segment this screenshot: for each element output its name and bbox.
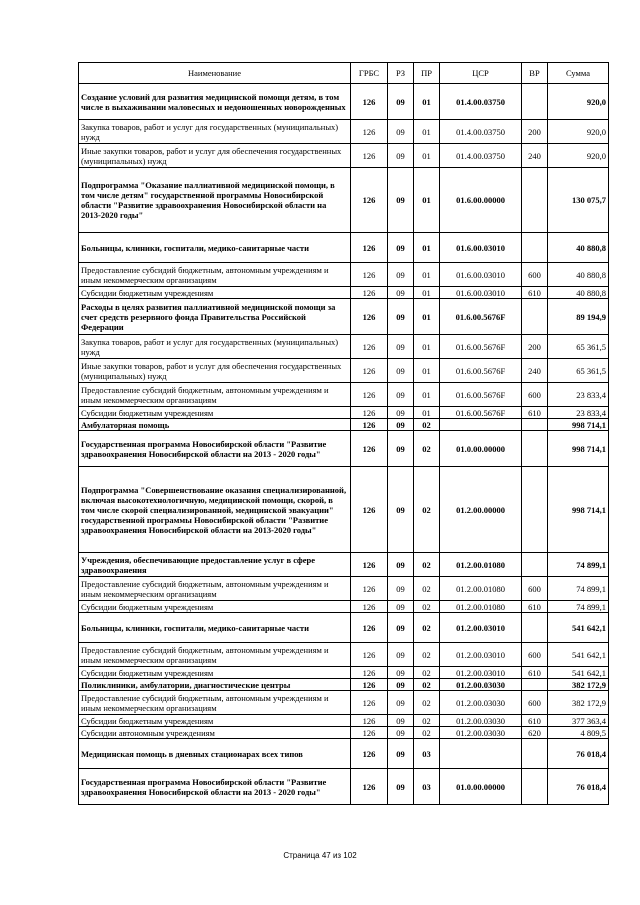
row-pr: 03	[414, 739, 440, 769]
row-name: Медицинская помощь в дневных стационарах всех типов	[79, 739, 351, 769]
row-pr: 01	[414, 383, 440, 407]
row-rz: 09	[388, 359, 414, 383]
row-sum: 382 172,9	[548, 691, 609, 715]
row-sum: 130 075,7	[548, 168, 609, 233]
row-vr: 610	[522, 601, 548, 613]
header-sum: Сумма	[548, 63, 609, 84]
header-vr: ВР	[522, 63, 548, 84]
row-csr: 01.6.00.00000	[440, 168, 522, 233]
row-name: Субсидии бюджетным учреждениям	[79, 287, 351, 299]
row-vr	[522, 679, 548, 691]
row-grbs: 126	[351, 613, 388, 643]
row-sum: 4 809,5	[548, 727, 609, 739]
row-grbs: 126	[351, 577, 388, 601]
table-row	[79, 727, 609, 739]
row-pr: 02	[414, 431, 440, 467]
table-row	[79, 613, 609, 643]
row-csr: 01.4.00.03750	[440, 84, 522, 120]
row-sum: 65 361,5	[548, 335, 609, 359]
row-csr	[440, 419, 522, 431]
row-grbs: 126	[351, 335, 388, 359]
row-vr: 610	[522, 715, 548, 727]
row-rz: 09	[388, 120, 414, 144]
table-row	[79, 601, 609, 613]
page-number: Страница 47 из 102	[283, 851, 357, 860]
table-row	[79, 667, 609, 679]
row-csr: 01.2.00.03010	[440, 643, 522, 667]
row-pr: 03	[414, 769, 440, 805]
row-grbs: 126	[351, 769, 388, 805]
row-csr: 01.2.00.01080	[440, 601, 522, 613]
row-sum: 40 880,8	[548, 233, 609, 263]
row-sum: 76 018,4	[548, 769, 609, 805]
row-name: Субсидии бюджетным учреждениям	[79, 601, 351, 613]
table-row	[79, 467, 609, 553]
row-vr: 200	[522, 120, 548, 144]
row-rz: 09	[388, 715, 414, 727]
row-sum: 65 361,5	[548, 359, 609, 383]
row-sum: 541 642,1	[548, 643, 609, 667]
row-pr: 01	[414, 407, 440, 419]
row-sum: 541 642,1	[548, 667, 609, 679]
row-csr: 01.6.00.5676F	[440, 407, 522, 419]
row-vr: 200	[522, 335, 548, 359]
row-csr: 01.2.00.03010	[440, 667, 522, 679]
row-vr: 600	[522, 263, 548, 287]
row-grbs: 126	[351, 643, 388, 667]
row-rz: 09	[388, 431, 414, 467]
row-csr: 01.6.00.5676F	[440, 359, 522, 383]
row-grbs: 126	[351, 601, 388, 613]
row-name: Предоставление субсидий бюджетным, автономным учреждениям и иным некоммерческим организациям	[79, 383, 351, 407]
row-pr: 02	[414, 715, 440, 727]
row-rz: 09	[388, 667, 414, 679]
row-grbs: 126	[351, 715, 388, 727]
table-row	[79, 577, 609, 601]
row-grbs: 126	[351, 263, 388, 287]
header-pr: ПР	[414, 63, 440, 84]
row-rz: 09	[388, 727, 414, 739]
row-pr: 01	[414, 233, 440, 263]
row-rz: 09	[388, 144, 414, 168]
row-rz: 09	[388, 263, 414, 287]
row-pr: 02	[414, 419, 440, 431]
table-row	[79, 233, 609, 263]
row-pr: 02	[414, 577, 440, 601]
row-pr: 02	[414, 467, 440, 553]
table-row	[79, 739, 609, 769]
row-sum: 998 714,1	[548, 419, 609, 431]
row-rz: 09	[388, 84, 414, 120]
table-row	[79, 431, 609, 467]
row-rz: 09	[388, 467, 414, 553]
row-name: Амбулаторная помощь	[79, 419, 351, 431]
row-vr: 610	[522, 287, 548, 299]
row-grbs: 126	[351, 168, 388, 233]
table-row	[79, 359, 609, 383]
row-pr: 02	[414, 727, 440, 739]
row-rz: 09	[388, 335, 414, 359]
row-vr: 600	[522, 383, 548, 407]
row-sum: 998 714,1	[548, 467, 609, 553]
row-grbs: 126	[351, 383, 388, 407]
row-csr: 01.2.00.03010	[440, 613, 522, 643]
table-row	[79, 553, 609, 577]
row-csr: 01.2.00.03030	[440, 715, 522, 727]
row-rz: 09	[388, 168, 414, 233]
row-grbs: 126	[351, 233, 388, 263]
row-name: Подпрограмма "Совершенствование оказания специализированной, включая высокотехнологичную, медицинской помощи, скорой, в том числе скорой специализированной, медицинской эвакуации" государственной программы Новосибирской области "Развитие здравоохранения Новосибирской области на 2013-2020 годы"	[79, 467, 351, 553]
row-vr	[522, 467, 548, 553]
row-csr: 01.2.00.03030	[440, 727, 522, 739]
table-row	[79, 263, 609, 287]
row-name: Подпрограмма "Оказание паллиативной медицинской помощи, в том числе детям" государственной программы Новосибирской области "Развитие здравоохранения Новосибирской области на 2013-2020 годы"	[79, 168, 351, 233]
row-grbs: 126	[351, 144, 388, 168]
row-sum: 377 363,4	[548, 715, 609, 727]
row-name: Предоставление субсидий бюджетным, автономным учреждениям и иным некоммерческим организациям	[79, 577, 351, 601]
row-vr	[522, 431, 548, 467]
row-csr: 01.6.00.5676F	[440, 335, 522, 359]
header-grbs: ГРБС	[351, 63, 388, 84]
row-grbs: 126	[351, 691, 388, 715]
row-pr: 02	[414, 601, 440, 613]
row-sum: 74 899,1	[548, 601, 609, 613]
row-grbs: 126	[351, 359, 388, 383]
row-name: Субсидии бюджетным учреждениям	[79, 667, 351, 679]
header-name: Наименование	[79, 63, 351, 84]
row-rz: 09	[388, 233, 414, 263]
row-name: Закупка товаров, работ и услуг для государственных (муниципальных) нужд	[79, 120, 351, 144]
row-csr: 01.2.00.01080	[440, 553, 522, 577]
row-name: Иные закупки товаров, работ и услуг для обеспечения государственных (муниципальных) нужд	[79, 144, 351, 168]
budget-table	[78, 62, 609, 805]
row-name: Закупка товаров, работ и услуг для государственных (муниципальных) нужд	[79, 335, 351, 359]
row-pr: 01	[414, 168, 440, 233]
row-pr: 01	[414, 263, 440, 287]
header-csr: ЦСР	[440, 63, 522, 84]
row-grbs: 126	[351, 467, 388, 553]
row-name: Государственная программа Новосибирской области "Развитие здравоохранения Новосибирской области на 2013 - 2020 годы"	[79, 431, 351, 467]
row-vr	[522, 553, 548, 577]
table-row	[79, 769, 609, 805]
row-sum: 23 833,4	[548, 383, 609, 407]
row-name: Субсидии автономным учреждениям	[79, 727, 351, 739]
table-row	[79, 691, 609, 715]
table-row	[79, 144, 609, 168]
row-pr: 02	[414, 679, 440, 691]
row-csr: 01.2.00.03030	[440, 679, 522, 691]
row-name: Субсидии бюджетным учреждениям	[79, 715, 351, 727]
table-row	[79, 643, 609, 667]
row-name: Больницы, клиники, госпитали, медико-санитарные части	[79, 233, 351, 263]
row-grbs: 126	[351, 739, 388, 769]
row-pr: 02	[414, 613, 440, 643]
row-rz: 09	[388, 679, 414, 691]
row-sum: 89 194,9	[548, 299, 609, 335]
table-row	[79, 419, 609, 431]
row-grbs: 126	[351, 299, 388, 335]
row-rz: 09	[388, 577, 414, 601]
table-row	[79, 679, 609, 691]
row-rz: 09	[388, 739, 414, 769]
row-vr: 600	[522, 577, 548, 601]
row-csr: 01.2.00.01080	[440, 577, 522, 601]
row-csr: 01.6.00.03010	[440, 263, 522, 287]
row-name: Предоставление субсидий бюджетным, автономным учреждениям и иным некоммерческим организациям	[79, 263, 351, 287]
row-csr: 01.2.00.03030	[440, 691, 522, 715]
table-row	[79, 84, 609, 120]
row-grbs: 126	[351, 419, 388, 431]
row-sum: 920,0	[548, 144, 609, 168]
table-row	[79, 168, 609, 233]
row-name: Субсидии бюджетным учреждениям	[79, 407, 351, 419]
row-grbs: 126	[351, 407, 388, 419]
row-vr: 620	[522, 727, 548, 739]
row-vr: 610	[522, 407, 548, 419]
table-row	[79, 715, 609, 727]
row-vr: 600	[522, 691, 548, 715]
row-pr: 01	[414, 287, 440, 299]
row-grbs: 126	[351, 287, 388, 299]
row-vr	[522, 299, 548, 335]
row-name: Создание условий для развития медицинской помощи детям, в том числе в выхаживании маловесных и недоношенных новорожденных	[79, 84, 351, 120]
row-vr	[522, 84, 548, 120]
row-grbs: 126	[351, 679, 388, 691]
row-rz: 09	[388, 407, 414, 419]
table-row	[79, 335, 609, 359]
row-vr	[522, 168, 548, 233]
row-sum: 23 833,4	[548, 407, 609, 419]
row-csr: 01.6.00.5676F	[440, 299, 522, 335]
row-pr: 01	[414, 359, 440, 383]
row-vr: 240	[522, 359, 548, 383]
row-vr	[522, 419, 548, 431]
table-header-row	[79, 63, 609, 84]
row-sum: 74 899,1	[548, 553, 609, 577]
row-grbs: 126	[351, 431, 388, 467]
row-vr	[522, 613, 548, 643]
row-grbs: 126	[351, 84, 388, 120]
row-csr: 01.6.00.03010	[440, 233, 522, 263]
header-rz: РЗ	[388, 63, 414, 84]
row-rz: 09	[388, 613, 414, 643]
row-name: Государственная программа Новосибирской области "Развитие здравоохранения Новосибирской области на 2013 - 2020 годы"	[79, 769, 351, 805]
row-pr: 01	[414, 335, 440, 359]
row-grbs: 126	[351, 727, 388, 739]
row-grbs: 126	[351, 667, 388, 679]
table-row	[79, 407, 609, 419]
row-vr: 240	[522, 144, 548, 168]
row-sum: 541 642,1	[548, 613, 609, 643]
row-sum: 920,0	[548, 84, 609, 120]
row-sum: 76 018,4	[548, 739, 609, 769]
row-rz: 09	[388, 643, 414, 667]
row-sum: 40 880,8	[548, 263, 609, 287]
row-csr: 01.0.00.00000	[440, 769, 522, 805]
row-rz: 09	[388, 287, 414, 299]
row-pr: 02	[414, 667, 440, 679]
row-vr	[522, 769, 548, 805]
row-pr: 02	[414, 691, 440, 715]
row-pr: 01	[414, 299, 440, 335]
row-sum: 920,0	[548, 120, 609, 144]
row-name: Предоставление субсидий бюджетным, автономным учреждениям и иным некоммерческим организациям	[79, 643, 351, 667]
row-rz: 09	[388, 601, 414, 613]
row-rz: 09	[388, 419, 414, 431]
row-name: Больницы, клиники, госпитали, медико-санитарные части	[79, 613, 351, 643]
row-vr: 610	[522, 667, 548, 679]
row-vr: 600	[522, 643, 548, 667]
table-row	[79, 120, 609, 144]
row-vr	[522, 739, 548, 769]
row-csr: 01.6.00.5676F	[440, 383, 522, 407]
row-pr: 01	[414, 120, 440, 144]
row-sum: 998 714,1	[548, 431, 609, 467]
row-rz: 09	[388, 553, 414, 577]
row-name: Предоставление субсидий бюджетным, автономным учреждениям и иным некоммерческим организациям	[79, 691, 351, 715]
row-rz: 09	[388, 299, 414, 335]
row-pr: 02	[414, 553, 440, 577]
row-sum: 382 172,9	[548, 679, 609, 691]
row-csr: 01.4.00.03750	[440, 120, 522, 144]
row-name: Учреждения, обеспечивающие предоставление услуг в сфере здравоохранения	[79, 553, 351, 577]
table-row	[79, 299, 609, 335]
row-name: Иные закупки товаров, работ и услуг для обеспечения государственных (муниципальных) нужд	[79, 359, 351, 383]
row-pr: 01	[414, 144, 440, 168]
row-sum: 40 880,8	[548, 287, 609, 299]
row-rz: 09	[388, 769, 414, 805]
row-csr: 01.4.00.03750	[440, 144, 522, 168]
row-csr	[440, 739, 522, 769]
row-sum: 74 899,1	[548, 577, 609, 601]
row-pr: 01	[414, 84, 440, 120]
row-pr: 02	[414, 643, 440, 667]
row-csr: 01.2.00.00000	[440, 467, 522, 553]
row-csr: 01.6.00.03010	[440, 287, 522, 299]
row-csr: 01.0.00.00000	[440, 431, 522, 467]
row-grbs: 126	[351, 120, 388, 144]
table-row	[79, 287, 609, 299]
row-name: Поликлиники, амбулатории, диагностические центры	[79, 679, 351, 691]
row-rz: 09	[388, 383, 414, 407]
table-row	[79, 383, 609, 407]
row-grbs: 126	[351, 553, 388, 577]
row-name: Расходы в целях развития паллиативной медицинской помощи за счет средств резервного фонда Правительства Российской Федерации	[79, 299, 351, 335]
row-vr	[522, 233, 548, 263]
row-rz: 09	[388, 691, 414, 715]
